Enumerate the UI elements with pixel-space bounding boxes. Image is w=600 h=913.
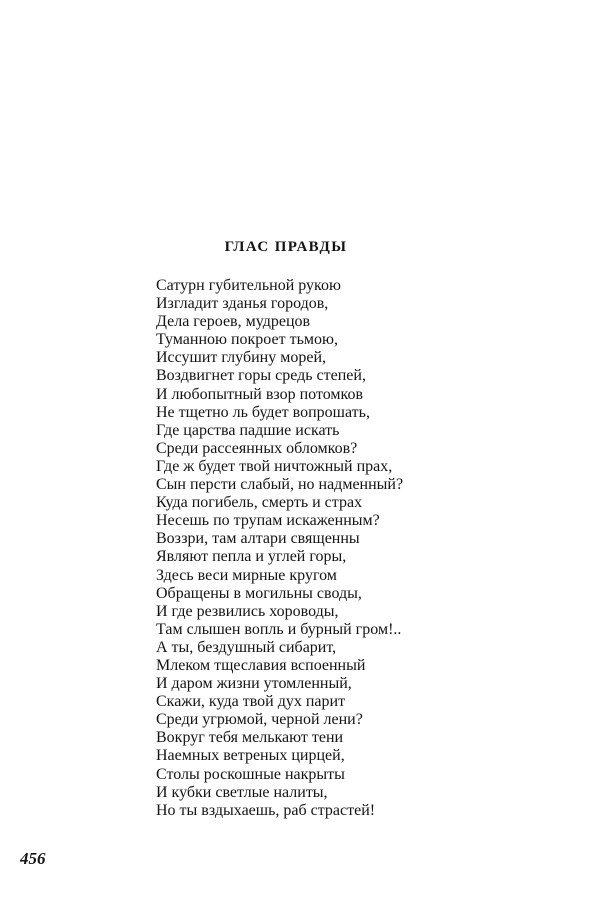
poem-line: И где резвились хороводы, (156, 602, 339, 620)
poem-line: А ты, бездушный сибарит, (156, 638, 337, 656)
poem-line: Где царства падшие искать (156, 421, 340, 439)
poem-line: Иссушит глубину морей, (156, 349, 326, 367)
poem-line: Куда погибель, смерть и страх (156, 494, 363, 512)
poem-line: И даром жизни утомленный, (156, 675, 352, 693)
poem-line: Здесь веси мирные кругом (156, 566, 337, 584)
poem-line: Сатурн губительной рукою (156, 277, 341, 294)
poem-line: Где ж будет твой ничтожный прах, (156, 457, 393, 475)
poem-line: Воздвигнет горы средь степей, (156, 367, 366, 385)
poem-line: Но ты вздыхаешь, раб страстей! (156, 801, 376, 819)
poem-line: Скажи, куда твой дух парит (156, 693, 346, 711)
poem-line: Вокруг тебя мелькают тени (156, 729, 344, 747)
poem-line: Несешь по трупам искаженным? (156, 512, 380, 530)
poem-line: Изгладит зданья городов, (156, 295, 329, 313)
poem-line: Обращены в могильны своды, (156, 584, 362, 602)
poem-body (156, 277, 486, 820)
poem-line: Млеком тщеславия вспоенный (156, 656, 366, 674)
poem-line: И любопытный взор потомков (156, 385, 364, 403)
poem-line: Не тщетно ль будет вопрошать, (156, 403, 370, 421)
poem-title: ГЛАС ПРАВДЫ (224, 239, 348, 255)
poem-line: Туманною покроет тьмою, (156, 331, 338, 349)
poem-line: Являют пепла и углей горы, (156, 548, 347, 566)
poem-line: Дела героев, мудрецов (156, 313, 311, 331)
poem-line: Столы роскошные накрыты (156, 765, 345, 783)
poem-line: И кубки светлые налиты, (156, 783, 328, 801)
poem-line: Сын персти слабый, но надменный? (156, 476, 404, 494)
poem-line: Среди угрюмой, черной лени? (156, 711, 363, 729)
poem-line: Там слышен вопль и бурный гром!.. (156, 620, 402, 638)
poem-line: Воззри, там алтари священны (156, 530, 360, 548)
page-number: 456 (20, 849, 46, 868)
poem-line: Среди рассеянных обломков? (156, 439, 358, 457)
poem-line: Наемных ветреных цирцей, (156, 747, 345, 765)
